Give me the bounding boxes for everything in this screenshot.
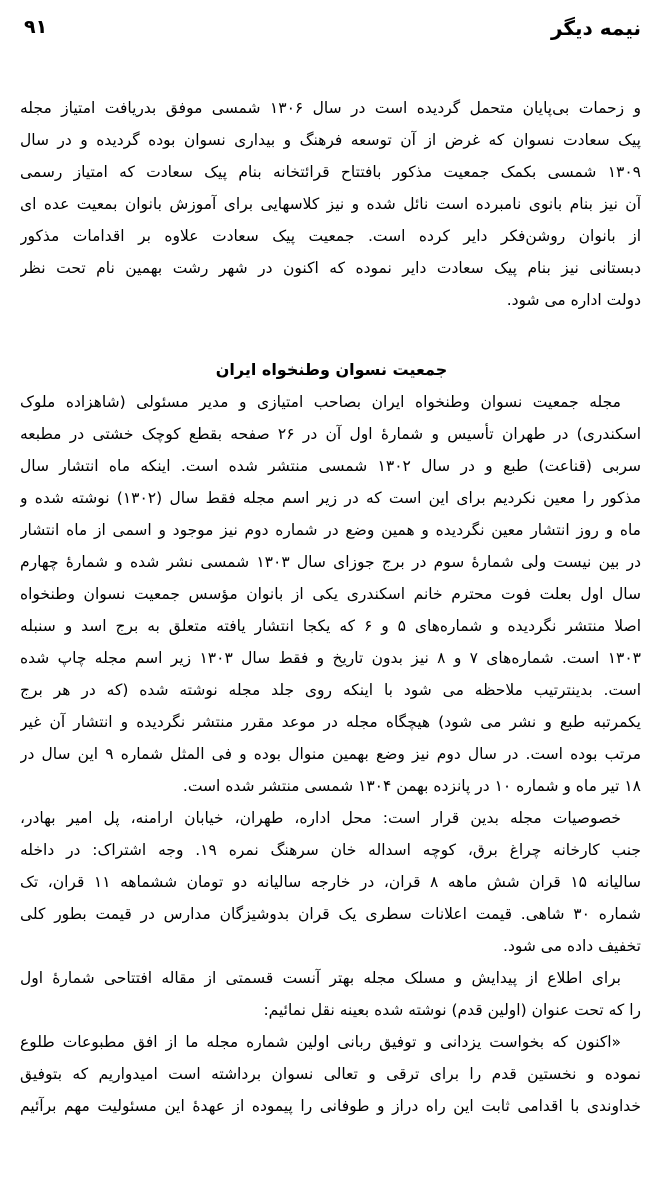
text-line: یکمرتبه طبع و نشر می شود) هیچگاه مجله در موعد مقرر منتشر نگردیده و انتشار آن غیر	[20, 713, 641, 731]
text-line: از بانوان روشن‌فکر دایر کرده است. جمعیت پیک سعادت علاوه بر اقدامات مذکور	[20, 227, 641, 245]
text-line: اسکندری) در طهران تأسیس و شمارهٔ اول آن در ۲۶ صفحه بقطع کوچک خشتی در مطبعه	[20, 425, 641, 443]
text-line: دولت اداره می شود.	[506, 291, 641, 309]
text-line: در بین نیست ولی شمارهٔ سوم در برج جوزای سال ۱۳۰۳ شمسی نشر شده و شمارهٔ چهارم	[20, 553, 641, 571]
text-line: تخفیف داده می شود.	[503, 937, 641, 955]
text-line: سربی (قناعت) طبع و در سال ۱۳۰۲ شمسی منتشر شده است. اینکه ماه انتشار سال	[20, 457, 641, 475]
text-line: خصوصیات مجله بدین قرار است: محل اداره، طهران، خیابان ارامنه، پل امیر بهادر،	[20, 809, 621, 827]
text-line: نموده و نخستین قدم را برای ترقی و تعالی نسوان برداشته است امیدواریم که بتوفیق	[20, 1065, 641, 1083]
text-line: اصلا منتشر نگردیده و شماره‌های ۵ و ۶ که یکجا انتشار یافته متعلق به برج اسد و سنبله	[20, 617, 641, 635]
text-line: سالیانه ۱۵ قران شش ماهه ۸ قران، در خارجه سالیانه دو تومان ششماهه ۱۱ قران، تک	[20, 873, 641, 891]
text-line: مجله جمعیت نسوان وطنخواه ایران بصاحب امتیازی و مدیر مسئولی (شاهزاده ملوک	[20, 393, 621, 411]
text-line: ۱۸ تیر ماه و شماره ۱۰ در پانزده بهمن ۱۳۰۴ شمسی منتشر شده است.	[182, 777, 641, 795]
text-line: دبستانی نیز بنام پیک سعادت دایر نموده که اکنون در شهر رشت بهمین نام تحت نظر	[20, 259, 641, 277]
text-line: ماه و روز انتشار معین نگردیده و همین وضع در شماره دوم نیز موجود و اسمی از ماه انتشار	[20, 521, 641, 539]
text-line: خداوندی با اقدامی ثابت این راه دراز و طوفانی را پیموده از عهدهٔ این مسئولیت مهم برآئیم	[20, 1097, 641, 1115]
text-line: را که تحت عنوان (اولین قدم) نوشته شده بعینه نقل نمائیم:	[263, 1001, 641, 1019]
text-line: مرتب بوده است. در سال دوم نیز وضع بهمین منوال بوده و فی المثل شماره ۹ این سال در	[20, 745, 641, 763]
text-line: و زحمات بی‌پایان متحمل گردیده است در سال ۱۳۰۶ شمسی موفق بدریافت امتیاز مجله	[20, 99, 641, 117]
text-line: پیک سعادت نسوان که غرض از آن توسعه فرهنگ و بیداری نسوان بوده گردیده و در سال	[20, 131, 641, 149]
section-heading: جمعیت نسوان وطنخواه ایران	[215, 360, 448, 379]
text-line: سال اول بعلت فوت محترم خانم اسکندری یکی از بانوان مؤسس جمعیت نسوان وطنخواه	[20, 585, 641, 603]
text-line: برای اطلاع از پیدایش و مسلک مجله بهتر آنست قسمتی از مقاله افتتاحی شمارهٔ اول	[20, 969, 621, 987]
text-line: جنب کارخانه چراغ برق، کوچه اسداله خان سرهنگ نمره ۱۹. وجه اشتراک: در داخله	[20, 841, 641, 859]
book-title-header: نیمه دیگر	[550, 16, 641, 40]
running-header	[24, 16, 641, 46]
text-line: شماره ۳۰ شاهی. قیمت اعلانات سطری یک قران بدوشیزگان مدارس در قیمت بطور کلی	[20, 905, 641, 923]
text-line: ۱۳۰۳ است. شماره‌های ۷ و ۸ نیز بدون تاریخ و فقط سال ۱۳۰۳ زیر اسم مجله چاپ شده	[20, 649, 641, 667]
text-line: ۱۳۰۹ شمسی بکمک جمعیت مذکور بافتتاح قرائتخانه بنام پیک سعادت که امتیاز رسمی	[20, 163, 641, 181]
text-line: مذکور را معین نکردیم برای این است که در زیر اسم مجله فقط سال (۱۳۰۲) نوشته شده و	[20, 489, 641, 507]
text-line: «اکنون که بخواست یزدانی و توفیق ربانی اولین شماره مجله ما از افق مطبوعات طلوع	[20, 1033, 621, 1051]
text-line: است. بدینترتیب ملاحظه می شود با اینکه روی جلد مجله نوشته شده (که در هر برج	[20, 681, 641, 699]
page-number: ۹۱	[24, 16, 48, 38]
text-line: آن نیز بنام بانوی نامبرده است نائل شده و نیز کلاسهایی برای آموزش بانوان بمعیت عده ای	[20, 195, 641, 213]
